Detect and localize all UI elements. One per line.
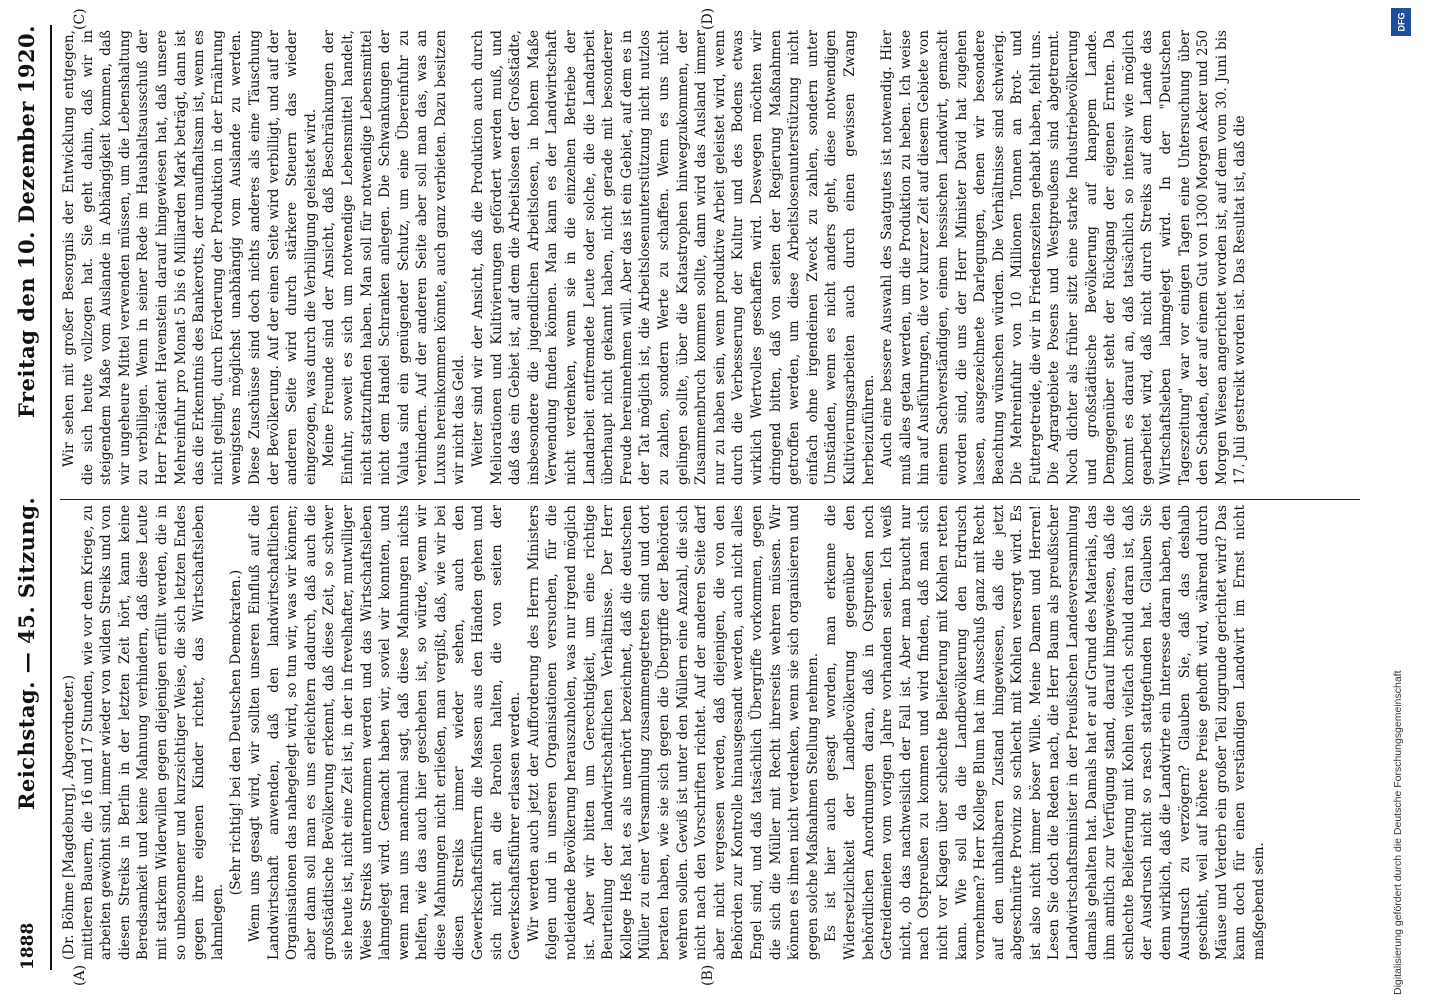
margin-marker-c: (C) <box>72 8 88 30</box>
margin-marker-d: (D) <box>700 7 716 30</box>
paragraph: Meine Freunde sind der Ansicht, daß Beschränkungen der Einfuhr, soweit es sich um notwendige Lebensmittel handelt, nicht stattzufinden haben. Man soll für notwendige Lebensmittel nicht dem Handel Schranken anlegen. Die Schwankungen der Valuta sind ein genügender Schutz, um eine Übereinfuhr zu verhindern. Auf der anderen Seite aber soll man das, was an Luxus hereinkommen könnte, auch ganz verbieten. Dazu besitzen wir nicht das Geld. <box>321 30 468 485</box>
paragraph: Es ist hier auch gesagt worden, man erkenne die Widersetzlichkeit der Landbevölkerung gegenüber den behördlichen Anordnungen daran, daß in Ostpreußen noch Getreidemieten vom vorigen Jahre vorhanden seien. Ich weiß nicht, ob das nachweislich der Fall ist. Aber man braucht nur nach Ostpreußen zu kommen und wird finden, daß man sich nicht vor Klagen über schlechte Belieferung mit Kohlen retten kann. Wie soll da die Landbevölkerung den Erdrusch vornehmen? Herr Kollege Blum hat im Ausschuß ganz mit Recht auf den unhaltbaren Zustand hingewiesen, daß die jetzt abgeschnürte Provinz so schlecht mit Kohlen versorgt wird. Es ist also nicht immer böser Wille. Meine Damen und Herren! Lesen Sie doch die Reden nach, die Herr Baum als preußischer Landwirtschaftsminister in der Preußischen Landesversammlung damals gehalten hat. Damals hat er auf Grund des Materials, das ihm amtlich zur Verfügung stand, darauf hingewiesen, daß die schlechte Belieferung mit Kohlen vielfach schuld daran ist, daß der Ausdrusch nicht so rasch stattgefunden hat. Glauben Sie denn wirklich, daß die Landwirte ein Interesse daran haben, den Ausdrusch zu verzögern? Glauben Sie, daß das deshalb geschieht, weil auf höhere Preise gehofft wird, während durch Mäuse und Verderb ein großer Teil zugrunde gerichtet wird? Das kann doch für einen verständigen Landwirt im Ernst nicht maßgebend sein. <box>823 505 1267 960</box>
paragraph: Wir sehen mit großer Besorgnis der Entwicklung entgegen, die sich heute vollzogen hat. Sie geht dahin, daß wir in steigendem Maße vom Auslande in Abhängigkeit kommen, daß wir ungeheure Mittel verwenden müssen, um die Lebenshaltung zu verbilligen. Wenn in seiner Rede im Haushaltsausschuß der Herr Präsident Havenstein darauf hingewiesen hat, daß unsere Mehreinfuhr pro Monat 5 bis 6 Milliarden Mark beträgt, dann ist das die Erkenntnis des Bankerotts, der unaufhaltsam ist, wenn es nicht gelingt, durch Förderung der Produktion in der Ernährung wenigstens möglichst unabhängig vom Auslande zu werden. Diese Zuschüsse sind doch nichts anderes als eine Täuschung der Bevölkerung. Auf der einen Seite wird verbilligt, und auf der anderen Seite wird durch stärkere Steuern das wieder eingezogen, was durch die Verbilligung geleistet wird. <box>61 30 319 485</box>
session-date: Freitag den 10. Dezember 1920. <box>14 25 39 418</box>
paragraph: Wir werden auch jetzt der Aufforderung des Herrn Ministers folgen und in unseren Organisationen versuchen, für die notleidende Bevölkerung herauszuholen, was nur irgend möglich ist. Aber wir bitten um Gerechtigkeit, um eine richtige Beurteilung der landwirtschaftlichen Verhältnisse. Der Herr Kollege Heß hat es als unerhört bezeichnet, daß die deutschen Müller zu einer Versammlung zusammengetreten sind und dort beraten haben, wie sie sich gegen die Übergriffe der Behörden wehren sollen. Gewiß ist unter den Müllern eine Anzahl, die sich nicht nach den Vorschriften richtet. Auf der anderen Seite darf aber nicht vergessen werden, daß diejenigen, die von den Behörden zur Kontrolle hinausgesandt werden, auch nicht alles Engel sind, und daß tatsächlich Übergriffe vorkommen, gegen die sich die Müller mit Recht ihrerseits wehren müssen. Wir können es ihnen nicht verdenken, wenn sie sich organisieren und gegen solche Maßnahmen Stellung nehmen. <box>525 505 821 960</box>
paragraph: Wenn uns gesagt wird, wir sollten unseren Einfluß auf die Landwirtschaft anwenden, daß den landwirtschaftlichen Organisationen das nahegelegt wird, so tun wir, was wir können; aber dann soll man es uns erleichtern dadurch, daß auch die großstädtische Bevölkerung erkennt, daß diese Zeit, so schwer sie heute ist, nicht eine Zeit ist, in der in frevelhafter, mutwilliger Weise Streiks unternommen werden und das Wirtschaftsleben lahmgelegt wird. Gemacht haben wir, soviel wir konnten, und wenn man uns manchmal sagt, daß diese Mahnungen nichts helfen, wie das auch hier geschehen ist, so würde, wenn wir diese Mahnungen nicht erließen, man vergißt, daß, wie wir bei diesen Streiks immer wieder sehen, auch den Gewerkschaftsführern die Massen aus den Händen gehen und sich nicht an die Parolen halten, die von seiten der Gewerkschaftsführer erlassen werden. <box>246 505 524 960</box>
dfg-logo-text: DFG <box>1396 12 1406 32</box>
header-rule <box>50 25 52 970</box>
paragraph: mittleren Bauern, die 16 und 17 Stunden, wie vor dem Kriege, zu arbeiten gewöhnt sind, immer wieder von wilden Streiks und von diesen Streiks in Berlin in der letzten Zeit hört, kann keine Beredsamkeit und keine Mahnung verhindern, daß diese Leute mit starkem Widerwillen gegen diejenigen erfüllt werden, die in so unbesonnener und kurzsichtiger Weise, die sich letzten Endes gegen ihre eigenen Kinder richtet, das Wirtschaftsleben lahmlegen. <box>79 505 226 960</box>
right-column <box>60 30 1385 485</box>
running-header <box>8 25 48 970</box>
session-title: Reichstag. — 45. Sitzung. <box>14 496 39 810</box>
digitization-watermark <box>1372 0 1434 1000</box>
dfg-logo-icon <box>1391 8 1411 36</box>
paragraph: Weiter sind wir der Ansicht, daß die Produktion auch durch Meliorationen und Kultivierungen gefördert werden muß, und daß das ein Gebiet ist, auf dem die Arbeitslosen der Großstädte, insbesondere die jugendlichen Arbeitslosen, in hohem Maße Verwendung finden können. Man kann es der Landwirtschaft nicht verdenken, wenn sie in die einzelnen Betriebe der Landarbeit entfremdete Leute oder solche, die die Landarbeit überhaupt nicht gekannt haben, nicht gerade mit besonderer Freude hereinnehmen will. Aber das ist ein Gebiet, auf dem es in der Tat möglich ist, die Arbeitslosenunterstützung nicht nutzlos zu zahlen, sondern Werte zu schaffen. Wenn es uns nicht gelingen sollte, über die Katastrophen hinwegzukommen, der Zusammenbruch kommen sollte, dann wird das Ausland immer nur zu haben sein, wenn produktive Arbeit geleistet wird, wenn durch die Verbesserung der Kultur und des Bodens etwas wirklich Wertvolles geschaffen wird. Deswegen möchten wir dringend bitten, daß von seiten der Regierung Maßnahmen getroffen werden, um diese Arbeitslosenunterstützung nicht einfach ohne irgendeinen Zweck zu zahlen, sondern unter Umständen, wenn es nicht anders geht, diese notwendigen Kultivierungsarbeiten auch durch einen gewissen Zwang herbeizuführen. <box>470 30 877 485</box>
page-number: 1888 <box>18 922 38 970</box>
margin-marker-b: (B) <box>700 964 716 986</box>
column-divider <box>60 499 1360 500</box>
watermark-text: Digitalisierung gefördert durch die Deutsche Forschungsgemeinschaft <box>1392 670 1404 995</box>
interjection: (Sehr richtig! bei den Deutschen Demokraten.) <box>228 569 245 896</box>
speaker-attribution: (Dr. Böhme [Magdeburg], Abgeordneter.) <box>61 675 77 960</box>
margin-marker-a: (A) <box>72 964 88 986</box>
left-column <box>60 505 1385 960</box>
paragraph: Auch eine bessere Auswahl des Saatgutes ist notwendig. Hier muß alles getan werden, um die Produktion zu heben. Ich weise hin auf Ausführungen, die vor kurzer Zeit auf diesem Gebiete von einem Sachverständigen, einem hessischen Landwirt, gemacht worden sind, die uns der Herr Minister David hat zugehen lassen, ausgezeichnete Darlegungen, denen wir besondere Beachtung wünschen würden. Die Verhältnisse sind schwierig. Die Mehreinfuhr von 10 Millionen Tonnen an Brot- und Futtergetreide, die wir in Friedenszeiten gehabt haben, fehlt uns. Die Agrargebiete Posens und Westpreußens sind abgetrennt. Noch dichter als früher sitzt eine starke Industriebevölkerung und großstädtische Bevölkerung auf knappem Lande. Demgegenüber steht der Rückgang der eigenen Ernten. Da kommt es darauf an, daß tatsächlich so intensiv wie möglich gearbeitet wird, daß nicht durch Streiks auf dem Lande das Wirtschaftsleben lahmgelegt wird. In der "Deutschen Tageszeitung" war vor einigen Tagen eine Untersuchung über den Schaden, der auf einem Gut von 1300 Morgen Acker und 250 Morgen Wiesen angerichtet worden ist, auf dem vom 30. Juni bis 17. Juli gestreikt worden ist. Das Resultat ist, daß die <box>879 30 1249 485</box>
